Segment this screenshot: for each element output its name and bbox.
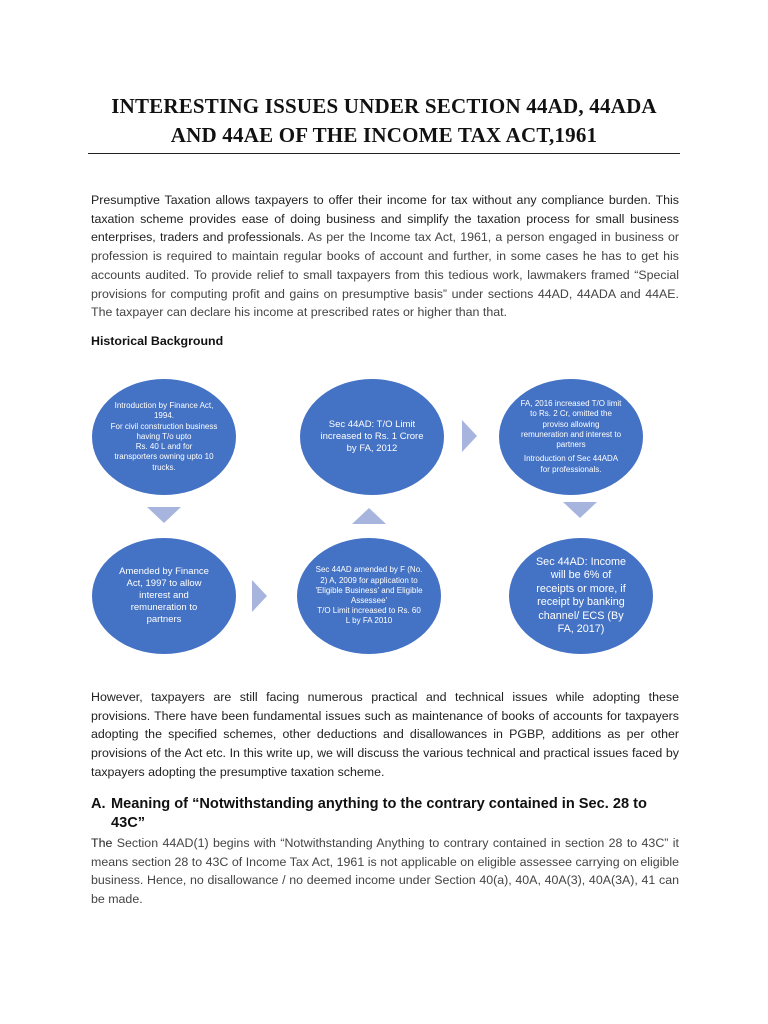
timeline-circle-2012 xyxy=(300,379,444,495)
arrow-down-icon xyxy=(147,507,181,523)
circle-2016-line-1: FA, 2016 increased T/O limit to Rs. 2 Cr, omitted the proviso allowing remuneration and interest to partners xyxy=(520,399,622,450)
practical-issues-paragraph: However, taxpayers are still facing numerous practical and technical issues while adopting these provisions. There have been fundamental issues such as maintenance of books of accounts for taxpayers adopting the specified schemes, other deductions and disallowances in PGBP, additions as per other provisions of the Act etc. In this write up, we will discuss the various technical and practical issues faced by taxpayers adopting the presumptive taxation scheme. xyxy=(91,690,679,779)
timeline-circle-2017 xyxy=(509,538,653,654)
timeline-circle-1994 xyxy=(92,379,236,495)
title-divider xyxy=(88,153,680,154)
section-a-heading xyxy=(91,795,691,833)
circle-1994-line-4: transporters owning upto 10 trucks. xyxy=(114,452,214,472)
section-a-para-rest: Section 44AD(1) begins with “Notwithstanding Anything to contrary contained in section 28 to 43C” it means section 28 to 43C of Income Tax Act, 1961 is not applicable on eligible assessee carrying on eligible business. Hence, no disallowance / no deemed income under Section 40(a), 40A, 40A(3), 40A(3A), 41 can be made. xyxy=(91,836,679,907)
section-a-label: A. xyxy=(91,796,106,812)
arrow-down-icon xyxy=(563,502,597,518)
circle-2009-line-2: T/O Limit increased to Rs. 60 L by FA 2010 xyxy=(317,606,421,626)
circle-1994-line-3: Rs. 40 L and for xyxy=(135,442,193,452)
section-a-heading-line-2: 43C” xyxy=(111,815,146,831)
intro-part-1: Presumptive Taxation allows taxpayers to offer their income for tax without any compliance burden. This taxation scheme provides ease of doing business and simplify the taxation process for small business enterprises, traders and professionals. xyxy=(91,193,679,245)
timeline-circle-2016 xyxy=(499,379,643,495)
title-line-2: AND 44AE OF THE INCOME TAX ACT,1961 xyxy=(170,123,598,147)
arrow-right-icon xyxy=(252,580,267,612)
arrow-right-icon xyxy=(462,420,477,452)
section-a-heading-line-1: Meaning of “Notwithstanding anything to the contrary contained in Sec. 28 to xyxy=(111,796,647,812)
circle-2017-line-1: Sec 44AD: Income will be 6% of receipts or more, if receipt by banking channel/ ECS (By FA, 2017) xyxy=(535,555,627,635)
historical-background-heading: Historical Background xyxy=(91,334,224,348)
circle-1994-line-2: For civil construction business having T/o upto xyxy=(110,421,218,441)
timeline-circle-1997 xyxy=(92,538,236,654)
circle-1997-line-1: Amended by Finance Act, 1997 to allow interest and remuneration to partners xyxy=(119,566,209,625)
timeline-circle-2009 xyxy=(297,538,441,654)
arrow-up-icon xyxy=(352,508,386,524)
circle-2009-line-1: Sec 44AD amended by F (No. 2) A, 2009 for application to 'Eligible Business' and Eligible Assessee' xyxy=(315,565,423,605)
circle-2016-line-2: Introduction of Sec 44ADA for professionals. xyxy=(523,454,619,474)
title-line-1: INTERESTING ISSUES UNDER SECTION 44AD, 44ADA xyxy=(111,94,657,118)
circle-2012-line-1: Sec 44AD: T/O Limit increased to Rs. 1 Crore by FA, 2012 xyxy=(320,419,424,454)
circle-1994-line-1: Introduction by Finance Act, 1994. xyxy=(114,401,214,421)
section-a-paragraph xyxy=(91,834,679,909)
intro-part-2: As per the Income tax Act, 1961, a person engaged in business or profession is required to maintain regular books of account and further, in some cases he has to get his accounts audited. To provide relief to small taxpayers from this tedious work, lawmakers framed “Special provisions for computing profit and gains on presumptive basis” under sections 44AD, 44ADA and 44AE. The taxpayer can declare his income at prescribed rates or higher than that. xyxy=(91,230,680,320)
section-a-para-start: The xyxy=(91,836,113,850)
document-title xyxy=(88,92,680,150)
intro-paragraph xyxy=(91,191,679,322)
